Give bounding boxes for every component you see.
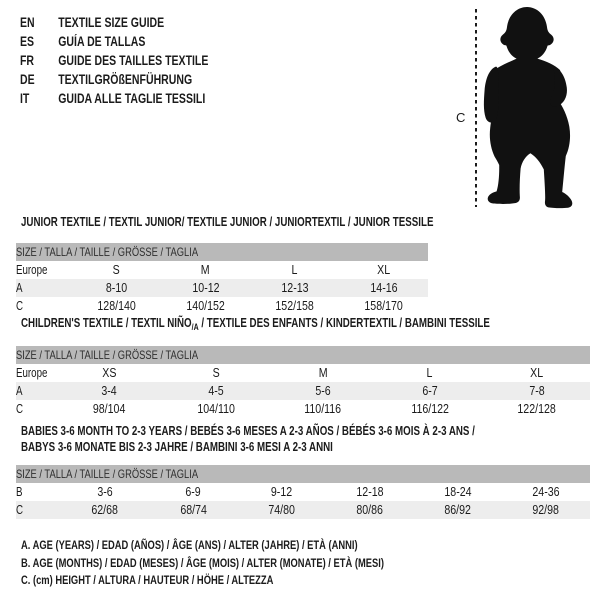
- height-measure-figure: [440, 0, 600, 220]
- language-title: GUIDA ALLE TAGLIE TESSILI: [58, 91, 206, 106]
- baby-silhouette-icon: [484, 7, 572, 208]
- language-title: TEXTILE SIZE GUIDE: [58, 15, 165, 30]
- babies-size-table: [16, 465, 590, 519]
- size-header-label: SIZE / TALLA / TAILLE / GRÖSSE / TAGLIA: [16, 348, 199, 362]
- babies-section-title: BABIES 3-6 MONTH TO 2-3 YEARS / BEBÉS 3-6 MESES A 2-3 AÑOS / BÉBÉS 3-6 MOIS À 2-3 ANS / BABYS 3-6 MONATE BIS 2-3 JAHRE / BAMBINI 3-6 MESI A 2-3 ANNI: [21, 424, 475, 454]
- table-row: Europe S M L XL: [16, 263, 390, 277]
- table-row: B 3-6 6-9 9-12 12-18 18-24 24-36: [16, 485, 560, 499]
- language-title: TEXTILGRÖßENFÜHRUNG: [58, 72, 193, 87]
- table-row: Europe XS S M L XL: [16, 366, 544, 380]
- children-size-table: [16, 346, 590, 418]
- language-code: ES: [20, 34, 35, 49]
- language-row-de: [20, 70, 262, 89]
- language-row-es: [20, 32, 262, 51]
- size-header-label: SIZE / TALLA / TAILLE / GRÖSSE / TAGLIA: [16, 467, 199, 481]
- height-label-c: C: [456, 110, 466, 125]
- table-row: C 128/140 140/152 152/158 158/170: [16, 299, 403, 313]
- table-row: A 3-4 4-5 5-6 6-7 7-8: [16, 382, 590, 400]
- table-header-row: [16, 465, 590, 483]
- table-header-row: [16, 346, 590, 364]
- size-header-label: SIZE / TALLA / TAILLE / GRÖSSE / TAGLIA: [16, 245, 199, 259]
- language-list: [20, 13, 262, 108]
- table-row: C 98/104 104/110 110/116 116/122 122/128: [16, 402, 556, 416]
- language-row-en: [20, 13, 262, 32]
- language-row-it: [20, 89, 262, 108]
- note-b: B. AGE (MONTHS) / EDAD (MESES) / ÂGE (MOIS) / ALTER (MONATE) / ETÀ (MESI): [21, 555, 384, 570]
- language-row-fr: [20, 51, 262, 70]
- language-code: EN: [20, 15, 35, 30]
- children-section-title: CHILDREN'S TEXTILE / TEXTIL $NIÑO_{/A}$ / TEXTILE DES ENFANTS / KINDERTEXTIL / BAMBINI TESSILE: [21, 316, 490, 332]
- note-c: C. (cm) HEIGHT / ALTURA / HAUTEUR / HÖHE / ALTEZZA: [21, 573, 274, 587]
- table-header-row: [16, 243, 428, 261]
- legend-notes: [21, 537, 486, 590]
- language-code: IT: [20, 91, 30, 106]
- language-title: GUÍA DE TALLAS: [58, 34, 146, 49]
- language-code: FR: [20, 53, 35, 68]
- table-row: C 62/68 68/74 74/80 80/86 86/92 92/98: [16, 501, 590, 519]
- language-title: GUIDE DES TAILLES TEXTILE: [58, 53, 209, 68]
- junior-section-title: JUNIOR TEXTILE / TEXTIL JUNIOR/ TEXTILE JUNIOR / JUNIORTEXTIL / JUNIOR TESSILE: [21, 215, 434, 229]
- title-subscript: /A: [191, 321, 199, 332]
- table-row: A 8-10 10-12 12-13 14-16: [16, 279, 428, 297]
- junior-size-table: [16, 243, 428, 315]
- language-code: DE: [20, 72, 35, 87]
- note-a: A. AGE (YEARS) / EDAD (AÑOS) / ÂGE (ANS) / ALTER (JAHRE) / ETÀ (ANNI): [21, 538, 358, 552]
